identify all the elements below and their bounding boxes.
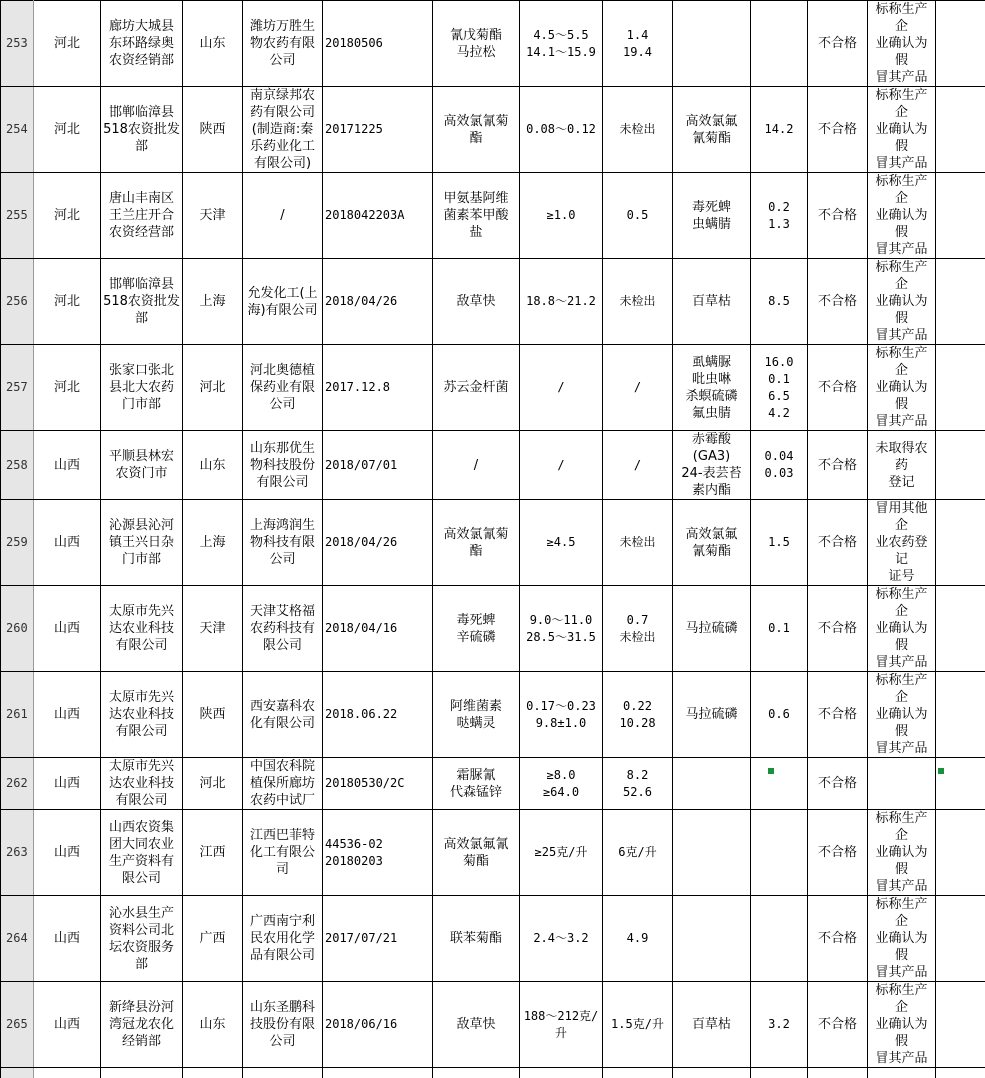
cell-product[interactable]: 联苯菊酯 xyxy=(433,896,520,982)
cell-detected-amount[interactable]: 0.1 xyxy=(751,586,808,672)
cell-remark[interactable]: 标称生产企 业确认为假 冒其产品 xyxy=(868,810,936,896)
cell-empty[interactable] xyxy=(936,896,985,982)
cell-partial[interactable] xyxy=(243,1068,323,1078)
cell-partial[interactable] xyxy=(751,1068,808,1078)
cell-empty[interactable] xyxy=(936,431,985,500)
cell-unit[interactable]: 沁源县沁河 镇王兴日杂 门市部 xyxy=(101,500,183,586)
cell-error-marker xyxy=(938,768,944,774)
cell-province[interactable]: 山西 xyxy=(34,672,101,758)
row-header[interactable]: 258 xyxy=(1,431,34,500)
cell-unit[interactable]: 唐山丰南区 王兰庄开合 农资经营部 xyxy=(101,173,183,259)
cell-partial[interactable] xyxy=(603,1068,673,1078)
cell-result[interactable]: 不合格 xyxy=(808,672,868,758)
cell-labeled[interactable]: / xyxy=(520,431,603,500)
cell-batch[interactable]: 20180530/2C xyxy=(323,758,433,810)
cell-origin[interactable]: 山东 xyxy=(183,431,243,500)
cell-empty[interactable] xyxy=(936,1,985,87)
cell-labeled[interactable]: 18.8～21.2 xyxy=(520,259,603,345)
row-header[interactable]: 256 xyxy=(1,259,34,345)
cell-measured[interactable]: 0.22 10.28 xyxy=(603,672,673,758)
cell-empty[interactable] xyxy=(936,500,985,586)
cell-empty[interactable] xyxy=(936,810,985,896)
cell-origin[interactable]: 上海 xyxy=(183,259,243,345)
cell-remark[interactable] xyxy=(868,758,936,810)
cell-batch[interactable]: 2018/06/16 xyxy=(323,982,433,1068)
cell-remark[interactable]: 标称生产企 业确认为假 冒其产品 xyxy=(868,982,936,1068)
cell-product[interactable]: 氰戊菊酯 马拉松 xyxy=(433,1,520,87)
cell-origin[interactable]: 上海 xyxy=(183,500,243,586)
table-row xyxy=(1,586,985,672)
cell-remark[interactable]: 标称生产企 业确认为假 冒其产品 xyxy=(868,586,936,672)
cell-product[interactable]: / xyxy=(433,431,520,500)
row-header[interactable] xyxy=(1,1068,34,1078)
cell-batch[interactable]: 20171225 xyxy=(323,87,433,173)
cell-detected-amount[interactable]: 1.5 xyxy=(751,500,808,586)
cell-detected-amount[interactable]: 0.2 1.3 xyxy=(751,173,808,259)
cell-remark[interactable]: 标称生产企 业确认为假 冒其产品 xyxy=(868,259,936,345)
table-row xyxy=(1,173,985,259)
row-header[interactable]: 261 xyxy=(1,672,34,758)
row-header[interactable]: 260 xyxy=(1,586,34,672)
cell-province[interactable]: 山西 xyxy=(34,982,101,1068)
cell-batch[interactable]: 2018.06.22 xyxy=(323,672,433,758)
cell-product[interactable]: 霜脲氰 代森锰锌 xyxy=(433,758,520,810)
cell-detected-amount[interactable] xyxy=(751,758,808,810)
cell-empty[interactable] xyxy=(936,982,985,1068)
table-row xyxy=(1,431,985,500)
table-row xyxy=(1,672,985,758)
cell-unit[interactable]: 张家口张北 县北大农药 门市部 xyxy=(101,345,183,431)
cell-result[interactable]: 不合格 xyxy=(808,1,868,87)
cell-unit[interactable]: 邯郸临漳县 518农资批发 部 xyxy=(101,87,183,173)
cell-manufacturer[interactable]: 南京绿邦农 药有限公司 (制造商:秦 乐药业化工 有限公司) xyxy=(243,87,323,173)
cell-manufacturer[interactable]: 上海鸿润生 物科技有限 公司 xyxy=(243,500,323,586)
row-header[interactable]: 255 xyxy=(1,173,34,259)
cell-detected[interactable]: 百草枯 xyxy=(673,259,751,345)
cell-measured[interactable]: 6克/升 xyxy=(603,810,673,896)
cell-partial[interactable] xyxy=(808,1068,868,1078)
cell-result[interactable]: 不合格 xyxy=(808,431,868,500)
cell-result[interactable]: 不合格 xyxy=(808,758,868,810)
cell-empty[interactable] xyxy=(936,173,985,259)
cell-result[interactable]: 不合格 xyxy=(808,982,868,1068)
cell-batch[interactable]: 2017.12.8 xyxy=(323,345,433,431)
cell-province[interactable]: 山西 xyxy=(34,896,101,982)
cell-batch[interactable]: 2018/04/26 xyxy=(323,500,433,586)
cell-measured[interactable]: 未检出 xyxy=(603,500,673,586)
cell-result[interactable]: 不合格 xyxy=(808,500,868,586)
cell-manufacturer[interactable]: / xyxy=(243,173,323,259)
table-row xyxy=(1,896,985,982)
cell-product[interactable]: 敌草快 xyxy=(433,982,520,1068)
cell-detected[interactable]: 马拉硫磷 xyxy=(673,672,751,758)
cell-detected[interactable]: 虱螨脲 吡虫啉 杀螟硫磷 氟虫腈 xyxy=(673,345,751,431)
cell-empty[interactable] xyxy=(936,586,985,672)
cell-partial[interactable] xyxy=(101,1068,183,1078)
cell-province[interactable]: 河北 xyxy=(34,345,101,431)
cell-labeled[interactable]: 9.0～11.0 28.5～31.5 xyxy=(520,586,603,672)
cell-remark[interactable]: 冒用其他企 业农药登记 证号 xyxy=(868,500,936,586)
cell-measured[interactable]: 1.4 19.4 xyxy=(603,1,673,87)
cell-detected-amount[interactable]: 8.5 xyxy=(751,259,808,345)
cell-result[interactable]: 不合格 xyxy=(808,259,868,345)
cell-detected-amount[interactable] xyxy=(751,896,808,982)
cell-batch[interactable]: 2018042203A xyxy=(323,173,433,259)
grid-body xyxy=(1,1,985,1078)
cell-labeled[interactable]: ≥8.0 ≥64.0 xyxy=(520,758,603,810)
cell-empty[interactable] xyxy=(936,87,985,173)
cell-origin[interactable]: 广西 xyxy=(183,896,243,982)
cell-detected[interactable]: 百草枯 xyxy=(673,982,751,1068)
cell-product[interactable]: 甲氨基阿维 菌素苯甲酸 盐 xyxy=(433,173,520,259)
table-row xyxy=(1,345,985,431)
cell-labeled[interactable]: 2.4～3.2 xyxy=(520,896,603,982)
cell-remark[interactable]: 标称生产企 业确认为假 冒其产品 xyxy=(868,173,936,259)
cell-unit[interactable]: 太原市先兴 达农业科技 有限公司 xyxy=(101,758,183,810)
cell-unit[interactable]: 太原市先兴 达农业科技 有限公司 xyxy=(101,586,183,672)
cell-unit[interactable]: 邯郸临漳县 518农资批发 部 xyxy=(101,259,183,345)
cell-result[interactable]: 不合格 xyxy=(808,87,868,173)
cell-province[interactable]: 河北 xyxy=(34,173,101,259)
cell-detected[interactable]: 赤霉酸 (GA3) 24-表芸苔 素内酯 xyxy=(673,431,751,500)
row-header[interactable]: 257 xyxy=(1,345,34,431)
cell-manufacturer[interactable]: 广西南宁利 民农用化学 品有限公司 xyxy=(243,896,323,982)
cell-labeled[interactable]: 0.08～0.12 xyxy=(520,87,603,173)
cell-manufacturer[interactable]: 河北奥德植 保药业有限 公司 xyxy=(243,345,323,431)
cell-manufacturer[interactable]: 山东圣鹏科 技股份有限 公司 xyxy=(243,982,323,1068)
row-header[interactable]: 253 xyxy=(1,1,34,87)
cell-detected-amount[interactable]: 16.0 0.1 6.5 4.2 xyxy=(751,345,808,431)
cell-detected[interactable]: 马拉硫磷 xyxy=(673,586,751,672)
cell-origin[interactable]: 陕西 xyxy=(183,672,243,758)
cell-origin[interactable]: 江西 xyxy=(183,810,243,896)
cell-unit[interactable]: 太原市先兴 达农业科技 有限公司 xyxy=(101,672,183,758)
cell-province[interactable]: 山西 xyxy=(34,500,101,586)
cell-province[interactable]: 河北 xyxy=(34,259,101,345)
cell-manufacturer[interactable]: 潍坊万胜生 物农药有限 公司 xyxy=(243,1,323,87)
cell-remark[interactable]: 标称生产企 业确认为假 冒其产品 xyxy=(868,896,936,982)
cell-unit[interactable]: 廊坊大城县 东环路绿奥 农资经销部 xyxy=(101,1,183,87)
cell-labeled[interactable]: / xyxy=(520,345,603,431)
cell-detected[interactable] xyxy=(673,896,751,982)
cell-empty[interactable] xyxy=(936,259,985,345)
cell-origin[interactable]: 山东 xyxy=(183,1,243,87)
cell-manufacturer[interactable]: 江西巴菲特 化工有限公 司 xyxy=(243,810,323,896)
cell-detected-amount[interactable]: 0.6 xyxy=(751,672,808,758)
cell-unit[interactable]: 沁水县生产 资料公司北 坛农资服务 部 xyxy=(101,896,183,982)
cell-remark[interactable]: 标称生产企 业确认为假 冒其产品 xyxy=(868,87,936,173)
cell-unit[interactable]: 平顺县林宏 农资门市 xyxy=(101,431,183,500)
cell-detected[interactable] xyxy=(673,758,751,810)
cell-manufacturer[interactable]: 山东那优生 物科技股份 有限公司 xyxy=(243,431,323,500)
cell-empty[interactable] xyxy=(936,672,985,758)
cell-detected-amount[interactable] xyxy=(751,810,808,896)
cell-origin[interactable]: 河北 xyxy=(183,758,243,810)
cell-batch[interactable]: 20180506 xyxy=(323,1,433,87)
row-header[interactable]: 259 xyxy=(1,500,34,586)
cell-province[interactable]: 山西 xyxy=(34,431,101,500)
cell-detected[interactable] xyxy=(673,1,751,87)
cell-origin[interactable]: 天津 xyxy=(183,586,243,672)
cell-result[interactable]: 不合格 xyxy=(808,345,868,431)
cell-batch[interactable]: 2017/07/21 xyxy=(323,896,433,982)
cell-partial[interactable] xyxy=(868,1068,936,1078)
cell-labeled[interactable]: ≥1.0 xyxy=(520,173,603,259)
cell-province[interactable]: 河北 xyxy=(34,87,101,173)
cell-result[interactable]: 不合格 xyxy=(808,810,868,896)
cell-measured[interactable]: 未检出 xyxy=(603,87,673,173)
cell-origin[interactable]: 山东 xyxy=(183,982,243,1068)
cell-unit[interactable]: 山西农资集 团大同农业 生产资料有 限公司 xyxy=(101,810,183,896)
row-header[interactable]: 263 xyxy=(1,810,34,896)
cell-detected[interactable]: 高效氯氟 氰菊酯 xyxy=(673,87,751,173)
cell-origin[interactable]: 天津 xyxy=(183,173,243,259)
table-row xyxy=(1,810,985,896)
cell-labeled[interactable]: 4.5～5.5 14.1～15.9 xyxy=(520,1,603,87)
cell-detected-amount[interactable]: 3.2 xyxy=(751,982,808,1068)
cell-partial[interactable] xyxy=(183,1068,243,1078)
cell-measured[interactable]: 0.5 xyxy=(603,173,673,259)
cell-origin[interactable]: 陕西 xyxy=(183,87,243,173)
cell-product[interactable]: 阿维菌素 哒螨灵 xyxy=(433,672,520,758)
cell-manufacturer[interactable]: 允发化工(上 海)有限公司 xyxy=(243,259,323,345)
cell-product[interactable]: 高效氯氰菊 酯 xyxy=(433,87,520,173)
cell-labeled[interactable]: 0.17～0.23 9.8±1.0 xyxy=(520,672,603,758)
cell-batch[interactable]: 2018/07/01 xyxy=(323,431,433,500)
cell-batch[interactable]: 2018/04/16 xyxy=(323,586,433,672)
table-row xyxy=(1,758,985,810)
cell-remark[interactable]: 标称生产企 业确认为假 冒其产品 xyxy=(868,345,936,431)
cell-remark[interactable]: 标称生产企 业确认为假 冒其产品 xyxy=(868,1,936,87)
cell-batch[interactable]: 2018/04/26 xyxy=(323,259,433,345)
cell-batch[interactable]: 44536-02 20180203 xyxy=(323,810,433,896)
cell-detected[interactable]: 高效氯氟 氰菊酯 xyxy=(673,500,751,586)
cell-error-marker xyxy=(768,768,774,774)
cell-province[interactable]: 山西 xyxy=(34,758,101,810)
cell-province[interactable]: 山西 xyxy=(34,586,101,672)
row-header[interactable]: 254 xyxy=(1,87,34,173)
cell-result[interactable]: 不合格 xyxy=(808,586,868,672)
cell-labeled[interactable]: 188～212克/ 升 xyxy=(520,982,603,1068)
row-header[interactable]: 265 xyxy=(1,982,34,1068)
cell-labeled[interactable]: ≥4.5 xyxy=(520,500,603,586)
cell-detected-amount[interactable] xyxy=(751,1,808,87)
cell-detected[interactable] xyxy=(673,810,751,896)
cell-detected-amount[interactable]: 0.04 0.03 xyxy=(751,431,808,500)
cell-remark[interactable]: 未取得农药 登记 xyxy=(868,431,936,500)
cell-product[interactable]: 敌草快 xyxy=(433,259,520,345)
cell-product[interactable]: 高效氯氰菊 酯 xyxy=(433,500,520,586)
cell-measured[interactable]: 4.9 xyxy=(603,896,673,982)
cell-product[interactable]: 高效氯氟氰 菊酯 xyxy=(433,810,520,896)
cell-measured[interactable]: / xyxy=(603,345,673,431)
cell-partial[interactable] xyxy=(673,1068,751,1078)
cell-manufacturer[interactable]: 天津艾格福 农药科技有 限公司 xyxy=(243,586,323,672)
table-row xyxy=(1,500,985,586)
cell-partial[interactable] xyxy=(323,1068,433,1078)
cell-result[interactable]: 不合格 xyxy=(808,896,868,982)
cell-unit[interactable]: 新绛县汾河 湾冠龙农化 经销部 xyxy=(101,982,183,1068)
cell-detected-amount[interactable]: 14.2 xyxy=(751,87,808,173)
cell-province[interactable]: 河北 xyxy=(34,1,101,87)
cell-measured[interactable]: 0.7 未检出 xyxy=(603,586,673,672)
cell-partial[interactable] xyxy=(433,1068,520,1078)
cell-labeled[interactable]: ≥25克/升 xyxy=(520,810,603,896)
table-row xyxy=(1,259,985,345)
cell-manufacturer[interactable]: 中国农科院 植保所廊坊 农药中试厂 xyxy=(243,758,323,810)
cell-manufacturer[interactable]: 西安嘉科农 化有限公司 xyxy=(243,672,323,758)
cell-remark[interactable]: 标称生产企 业确认为假 冒其产品 xyxy=(868,672,936,758)
row-header[interactable]: 262 xyxy=(1,758,34,810)
cell-partial[interactable] xyxy=(936,1068,985,1078)
cell-origin[interactable]: 河北 xyxy=(183,345,243,431)
cell-measured[interactable]: 未检出 xyxy=(603,259,673,345)
cell-empty[interactable] xyxy=(936,758,985,810)
cell-product[interactable]: 苏云金杆菌 xyxy=(433,345,520,431)
cell-product[interactable]: 毒死蜱 辛硫磷 xyxy=(433,586,520,672)
cell-measured[interactable]: 8.2 52.6 xyxy=(603,758,673,810)
row-header[interactable]: 264 xyxy=(1,896,34,982)
cell-province[interactable]: 山西 xyxy=(34,810,101,896)
table-row xyxy=(1,1,985,87)
table-row xyxy=(1,982,985,1068)
cell-partial[interactable] xyxy=(520,1068,603,1078)
cell-result[interactable]: 不合格 xyxy=(808,173,868,259)
cell-detected[interactable]: 毒死蜱 虫螨腈 xyxy=(673,173,751,259)
cell-measured[interactable]: / xyxy=(603,431,673,500)
cell-empty[interactable] xyxy=(936,345,985,431)
table-row xyxy=(1,87,985,173)
table-row-partial xyxy=(1,1068,985,1078)
cell-partial[interactable] xyxy=(34,1068,101,1078)
cell-measured[interactable]: 1.5克/升 xyxy=(603,982,673,1068)
